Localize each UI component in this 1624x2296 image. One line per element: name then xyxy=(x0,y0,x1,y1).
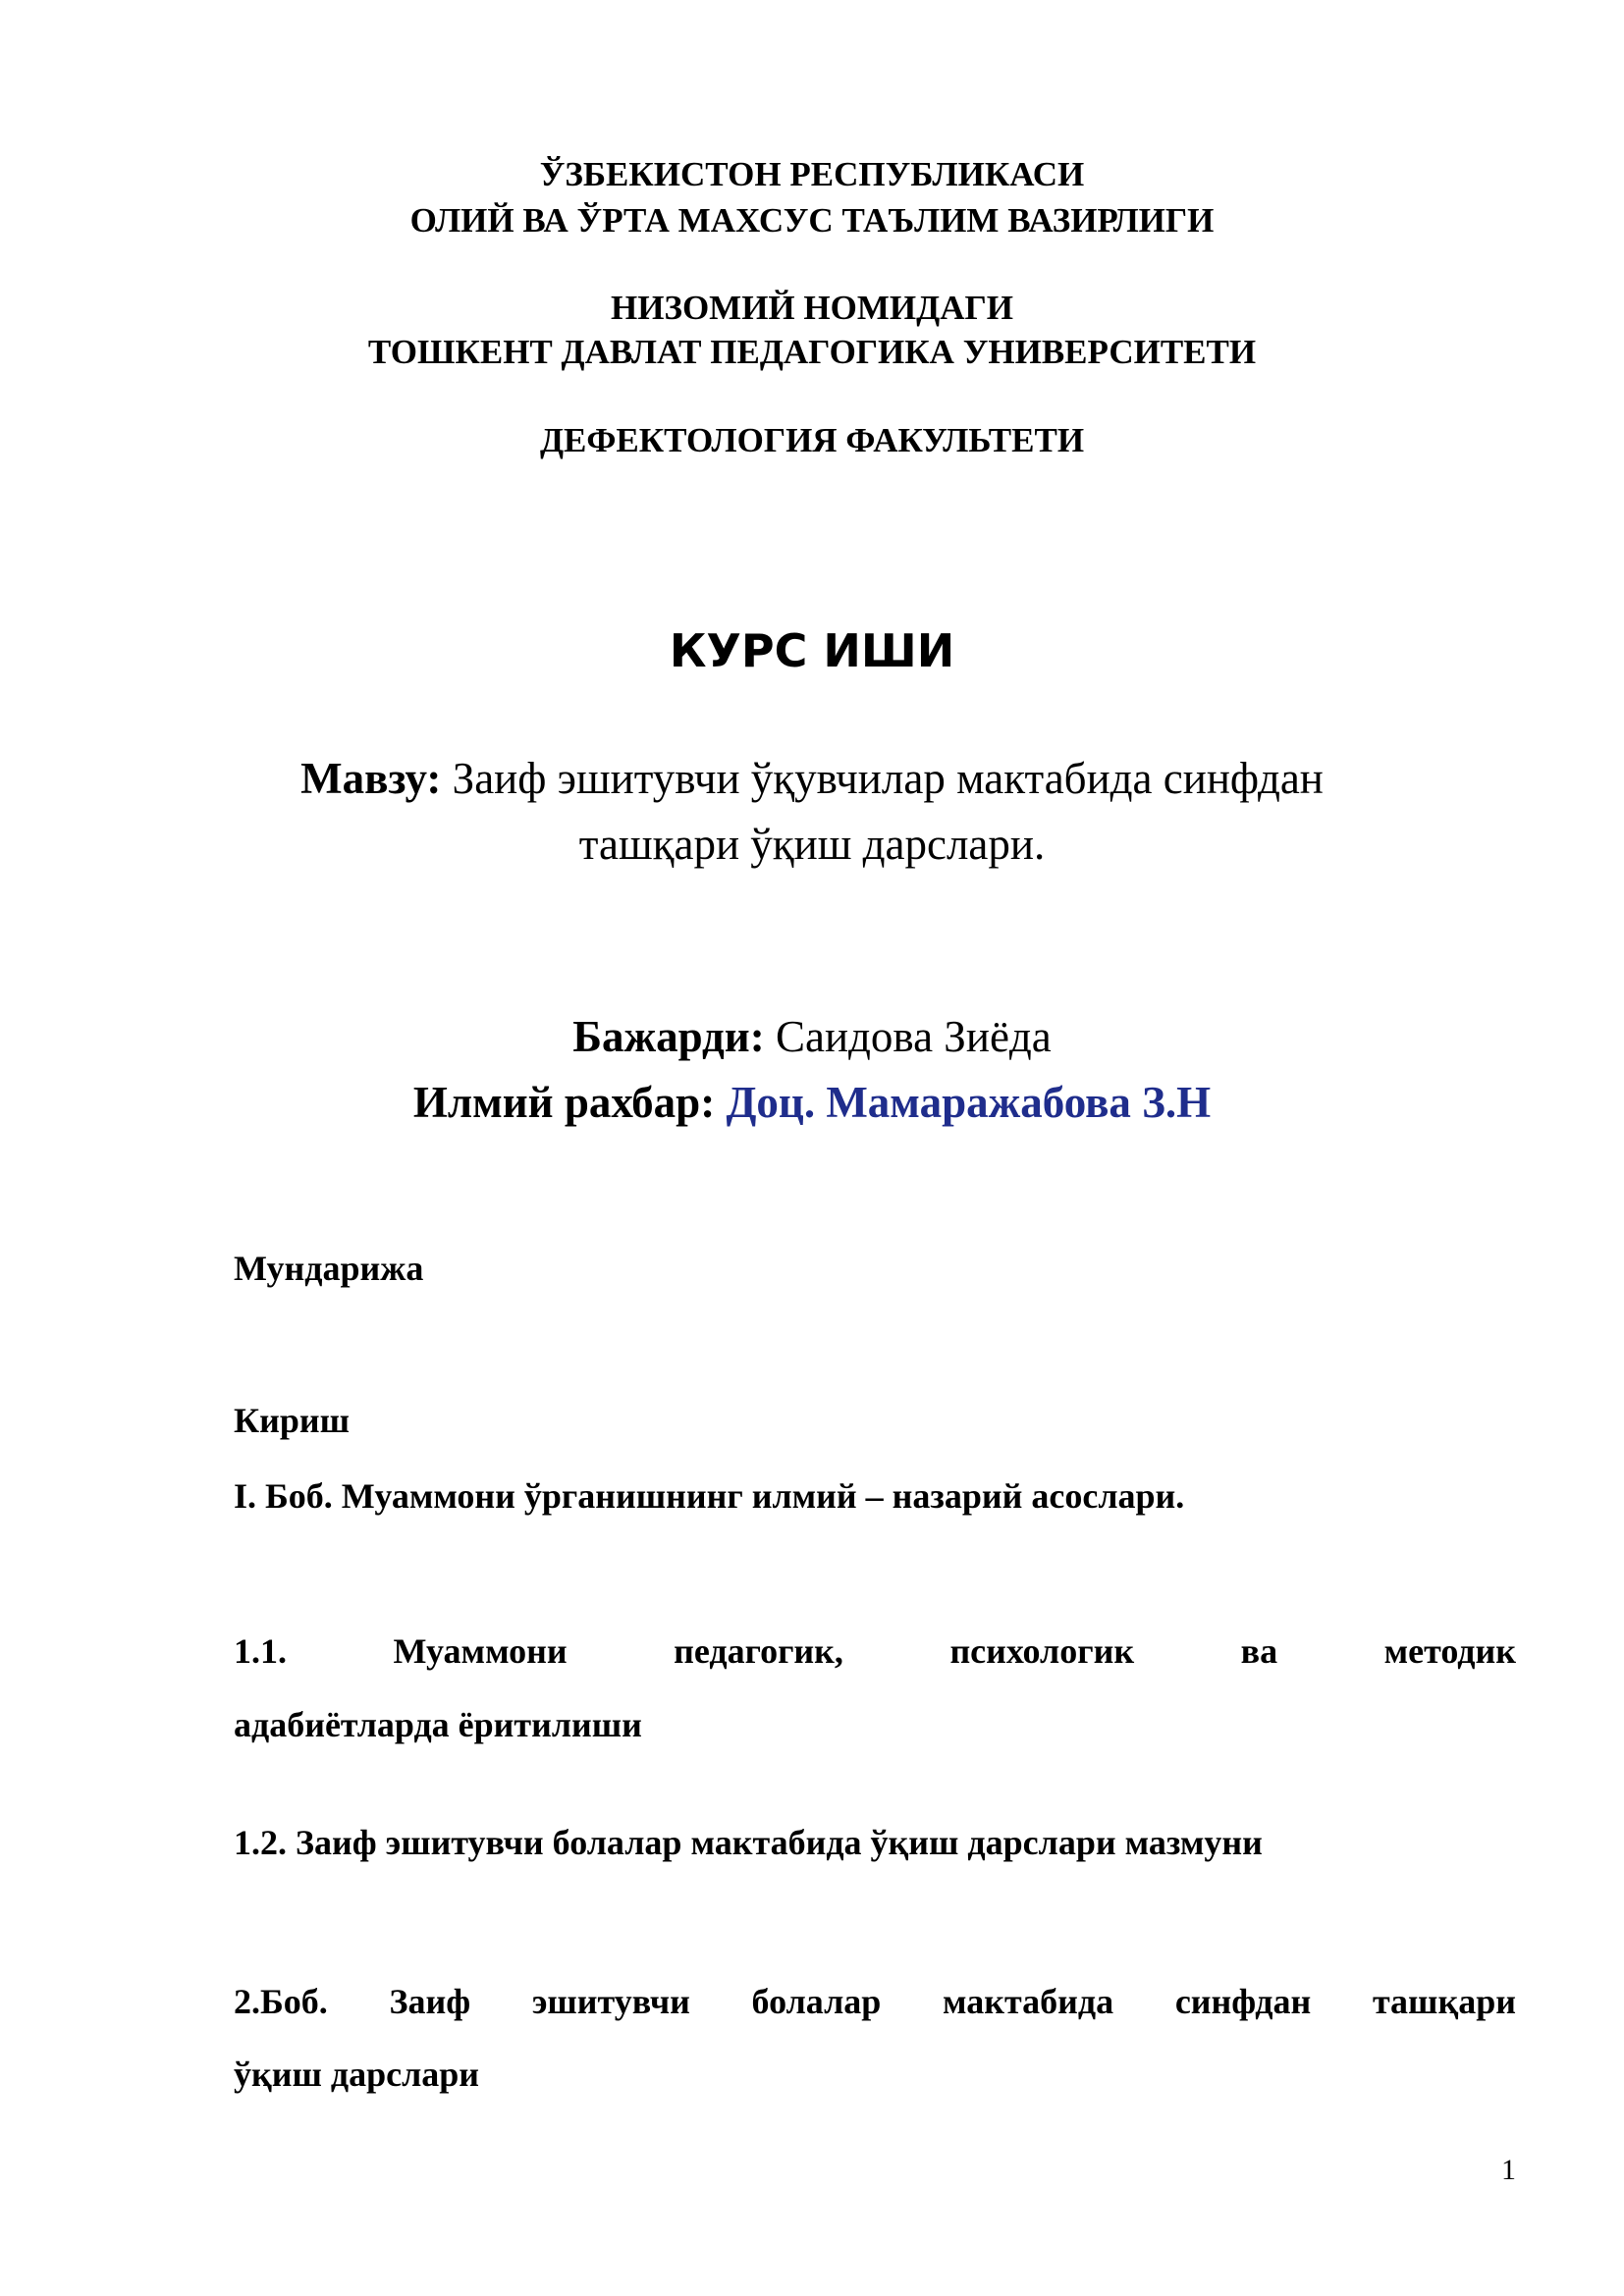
university-name: ТОШКЕНТ ДАВЛАТ ПЕДАГОГИКА УНИВЕРСИТЕТИ xyxy=(367,333,1257,371)
toc-chapter-2-line-2: ўқиш дарслари xyxy=(234,2055,480,2094)
document-title: КУРС ИШИ xyxy=(669,624,955,677)
toc-word: психологик xyxy=(949,1631,1135,1671)
topic-text-1: Заиф эшитувчи ўқувчилар мактабида синфдан xyxy=(441,754,1324,803)
toc-section-1-1-line-2: адабиётларда ёритилиши xyxy=(234,1705,642,1744)
author-line xyxy=(0,1009,1624,1064)
faculty-name: ДЕФЕКТОЛОГИЯ ФАКУЛЬТЕТИ xyxy=(539,421,1085,459)
toc-heading: Мундарижа xyxy=(234,1249,424,1288)
topic-line-2 xyxy=(0,817,1624,872)
toc-word: синфдан xyxy=(1174,1982,1312,2021)
toc-word: ва xyxy=(1240,1631,1278,1671)
university-prefix: НИЗОМИЙ НОМИДАГИ xyxy=(611,289,1013,327)
toc-chapter-1: I. Боб. Муаммони ўрганишнинг илмий – назарий асослари. xyxy=(234,1476,1185,1516)
toc-word: мактабида xyxy=(943,1982,1114,2021)
toc-word: 1.1. xyxy=(234,1631,287,1671)
toc-word: педагогик, xyxy=(674,1631,843,1671)
toc-chapter-2-line-1 xyxy=(234,1980,1516,2023)
supervisor-label: Илмий рахбар: xyxy=(412,1078,716,1127)
topic-line-1 xyxy=(0,751,1624,806)
author-name: Саидова Зиёда xyxy=(764,1012,1052,1061)
toc-word: эшитувчи xyxy=(531,1982,690,2021)
toc-word: болалар xyxy=(751,1982,882,2021)
topic-text-2: ташқари ўқиш дарслари. xyxy=(578,820,1046,869)
ministry-country: ЎЗБЕКИСТОН РЕСПУБЛИКАСИ xyxy=(539,155,1085,193)
supervisor-name: Доц. Мамаражабова З.Н xyxy=(715,1078,1212,1127)
toc-intro: Кириш xyxy=(234,1401,351,1440)
toc-word: Заиф xyxy=(389,1982,471,2021)
topic-label: Мавзу: xyxy=(300,754,442,803)
toc-section-1-1-line-1 xyxy=(234,1629,1516,1673)
toc-word: методик xyxy=(1383,1631,1516,1671)
ministry-name: ОЛИЙ ВА ЎРТА МАХСУС ТАЪЛИМ ВАЗИРЛИГИ xyxy=(409,201,1215,240)
toc-section-1-2: 1.2. Заиф эшитувчи болалар мактабида ўқиш дарслари мазмуни xyxy=(234,1823,1263,1862)
toc-word: Муаммони xyxy=(393,1631,568,1671)
supervisor-line xyxy=(0,1075,1624,1130)
toc-word: ташқари xyxy=(1372,1982,1516,2021)
toc-word: 2.Боб. xyxy=(234,1982,328,2021)
page-number: 1 xyxy=(1501,2154,1516,2186)
author-label: Бажарди: xyxy=(572,1012,765,1061)
